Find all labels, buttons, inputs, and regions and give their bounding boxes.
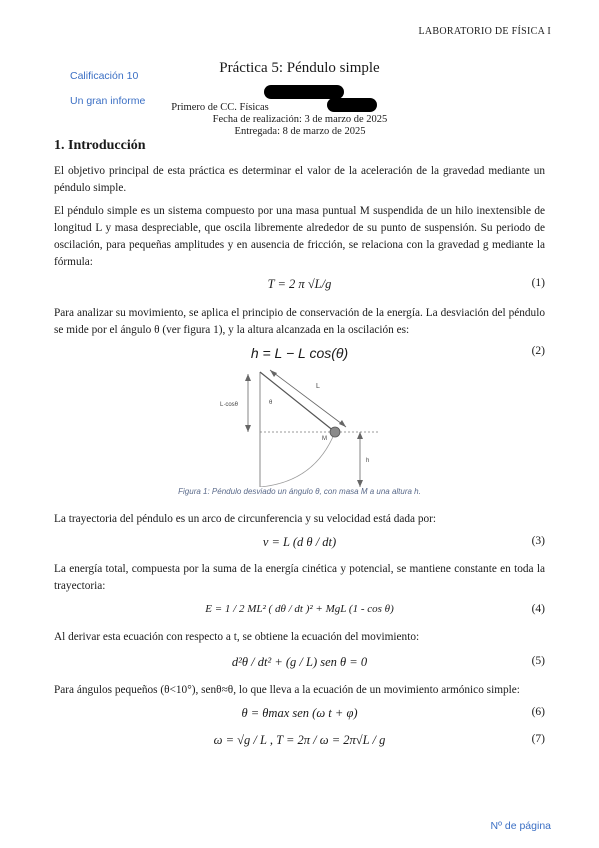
arrowhead xyxy=(245,425,251,432)
document-title: Práctica 5: Péndulo simple xyxy=(219,60,380,76)
paragraph-derivative: Al derivar esta ecuación con respecto a t, se obtiene la ecuación del movimiento: xyxy=(54,631,420,643)
equation-expression: θ = θmax sen (ω t + φ) xyxy=(241,706,358,720)
equation-4 xyxy=(54,603,545,623)
equation-expression: E = 1 / 2 ML² ( dθ / dt )² + MgL (1 - cos θ) xyxy=(205,603,394,615)
equation-number: (6) xyxy=(531,706,545,718)
equation-5 xyxy=(54,655,545,675)
paragraph-objective: El objetivo principal de esta práctica es determinar el valor de la aceleración de la gravedad mediante un péndulo simple. xyxy=(54,165,545,194)
arrowhead xyxy=(339,420,346,427)
equation-number: (3) xyxy=(531,535,545,547)
label-length: L xyxy=(316,383,320,390)
equation-expression: ω = √g / L , T = 2π / ω = 2π√L / g xyxy=(213,733,386,747)
equation-number: (5) xyxy=(531,655,545,667)
equation-expression: v = L (d θ / dt) xyxy=(262,535,337,549)
page-number-label: Nº de página xyxy=(490,820,551,832)
redaction-mark xyxy=(327,98,377,112)
running-header: LABORATORIO DE FÍSICA I xyxy=(418,26,551,37)
equation-1 xyxy=(54,277,545,297)
arrowhead xyxy=(357,432,363,439)
pendulum-figure xyxy=(220,362,380,487)
equation-expression: T = 2 π √L/g xyxy=(267,277,332,291)
arrowhead xyxy=(245,374,251,381)
equation-6 xyxy=(54,706,545,726)
author-group: Primero de CC. Físicas xyxy=(171,102,269,113)
equation-number: (7) xyxy=(531,733,545,745)
paragraph-trajectory: La trayectoria del péndulo es un arco de circunferencia y su velocidad está dada por: xyxy=(54,513,437,525)
delivery-date: Entregada: 8 de marzo de 2025 xyxy=(234,126,366,137)
comment-annotation: Un gran informe xyxy=(70,95,146,107)
paragraph-energy-intro: Para analizar su movimiento, se aplica el principio de conservación de la energía. La desviación del péndulo se mide por el ángulo θ (ver figura 1), y la altura alcanzada en la oscilación es: xyxy=(54,307,545,336)
equation-number: (2) xyxy=(531,345,545,357)
equation-number: (1) xyxy=(531,277,545,289)
equation-expression: h = L − L cos(θ) xyxy=(250,345,349,361)
equation-3 xyxy=(54,535,545,555)
label-angle: θ xyxy=(269,400,273,406)
length-arrow xyxy=(270,370,346,427)
paragraph-definition: El péndulo simple es un sistema compuesto por una masa puntual M suspendida de un hilo inextensible de longitud L y masa despreciable, que oscila libremente alrededor de su punto de suspensión. Su periodo de oscilación, para pequeñas amplitudes y en ausencia de fricción, se relaciona con la gravedad g mediante la fórmula: xyxy=(54,205,545,268)
arrowhead xyxy=(270,370,277,377)
equation-number: (4) xyxy=(531,603,545,615)
paragraph-small-angles: Para ángulos pequeños (θ<10°), senθ≈θ, lo que lleva a la ecuación de un movimiento armónico simple: xyxy=(54,684,520,696)
paragraph-total-energy: La energía total, compuesta por la suma de la energía cinética y potencial, se mantiene constante en toda la trayectoria: xyxy=(54,563,545,592)
label-lcos: L·cosθ xyxy=(220,402,239,408)
grade-annotation: Calificación 10 xyxy=(70,70,139,82)
figure-caption: Figura 1: Péndulo desviado un ángulo θ, con masa M a una altura h. xyxy=(178,487,421,496)
equation-expression: d²θ / dt² + (g / L) sen θ = 0 xyxy=(231,655,368,669)
pendulum-bob xyxy=(330,427,340,437)
arrowhead xyxy=(357,480,363,487)
redaction-mark xyxy=(264,85,344,99)
label-mass: M xyxy=(322,436,327,442)
section-heading-introduccion: 1. Introducción xyxy=(54,138,146,153)
realization-date: Fecha de realización: 3 de marzo de 2025 xyxy=(212,114,388,125)
equation-7 xyxy=(54,733,545,753)
label-height: h xyxy=(366,458,370,464)
